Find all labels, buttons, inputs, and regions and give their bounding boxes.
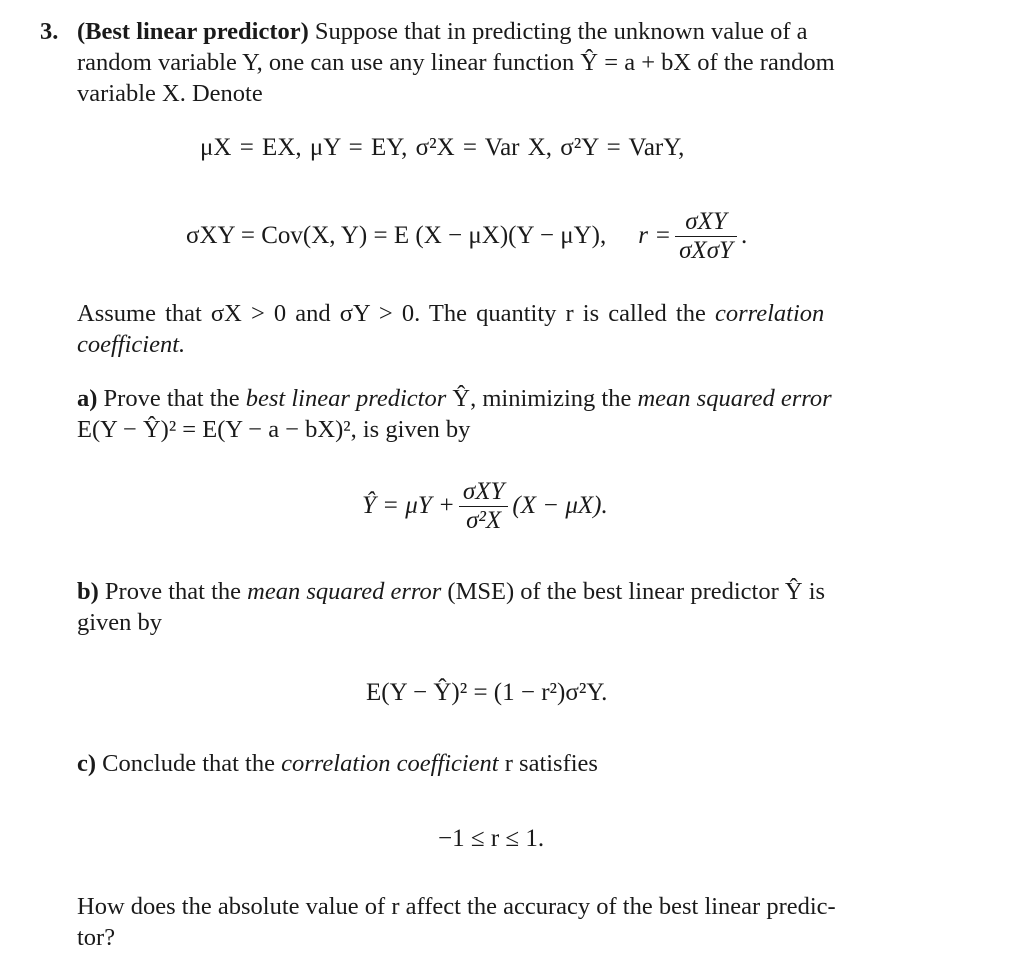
intro-line-3: variable X. Denote: [77, 80, 263, 107]
part-b-term: mean squared error: [247, 578, 442, 605]
part-a-formula-lhs: Ŷ = μY +: [362, 492, 455, 519]
r-fraction: [675, 208, 737, 265]
closing-line-1: How does the absolute value of r affect the accuracy of the best linear predic-: [77, 893, 836, 920]
assumption-line-1: [77, 298, 824, 330]
part-a-formula-rhs: (X − μX).: [512, 492, 608, 519]
part-b-line-1: [77, 576, 825, 608]
part-a-formula: [362, 474, 608, 538]
part-c-text-2: r satisfies: [498, 750, 598, 777]
problem-number: 3.: [40, 18, 59, 45]
part-a-text-1: Prove that the: [97, 385, 246, 412]
assumption-text: Assume that σX > 0 and σY > 0. The quantity r is called the: [77, 300, 706, 327]
part-b-text-2: (MSE) of the best linear predictor Ŷ is: [441, 578, 826, 605]
r-lhs: r =: [638, 222, 672, 249]
part-a-term-1: best linear predictor: [245, 385, 447, 412]
problem-title: (Best linear predictor): [77, 18, 309, 45]
covariance-definition: σXY = Cov(X, Y) = E (X − μX)(Y − μY),: [186, 222, 607, 249]
part-c-term: correlation coefficient: [281, 750, 499, 777]
part-c-label: c): [77, 750, 97, 777]
part-a-fraction: [459, 478, 509, 535]
intro-text-1: Suppose that in predicting the unknown value of a: [308, 18, 808, 45]
part-a-term-2: mean squared error: [637, 385, 832, 412]
part-a-line-2: E(Y − Ŷ)² = E(Y − a − bX)², is given by: [77, 416, 471, 443]
part-a-text-2: Ŷ, minimizing the: [446, 385, 638, 412]
intro-line-1: [77, 16, 808, 48]
intro-line-2: random variable Y, one can use any linear function Ŷ = a + bX of the random: [77, 49, 835, 76]
assumption-line-2: coefficient.: [77, 331, 186, 358]
definitions-line-2: σXY = Cov(X, Y) = E (X − μX)(Y − μY), r = $\frac{\text{σXY}}{\text{σXσY}}$ .: [186, 207, 748, 264]
part-a-line-1: [77, 383, 832, 415]
part-b-line-2: given by: [77, 609, 163, 636]
part-c-line-1: [77, 748, 598, 780]
part-b-text-1: Prove that the: [98, 578, 248, 605]
part-a-label: a): [77, 385, 98, 412]
part-b-label: b): [77, 578, 99, 605]
part-b-formula: E(Y − Ŷ)² = (1 − r²)σ²Y.: [366, 679, 608, 706]
part-a-denominator: σ²X: [466, 506, 502, 534]
definitions-line-1: μX = EX, μY = EY, σ²X = Var X, σ²Y = VarY,: [200, 134, 685, 161]
r-numerator: σXY: [675, 208, 737, 237]
closing-line-2: tor?: [77, 924, 116, 951]
part-c-text-1: Conclude that the: [96, 750, 282, 777]
r-denominator: σXσY: [679, 236, 733, 264]
assumption-term: correlation: [714, 300, 825, 327]
part-c-formula: −1 ≤ r ≤ 1.: [438, 825, 545, 852]
part-a-numerator: σXY: [459, 478, 509, 507]
